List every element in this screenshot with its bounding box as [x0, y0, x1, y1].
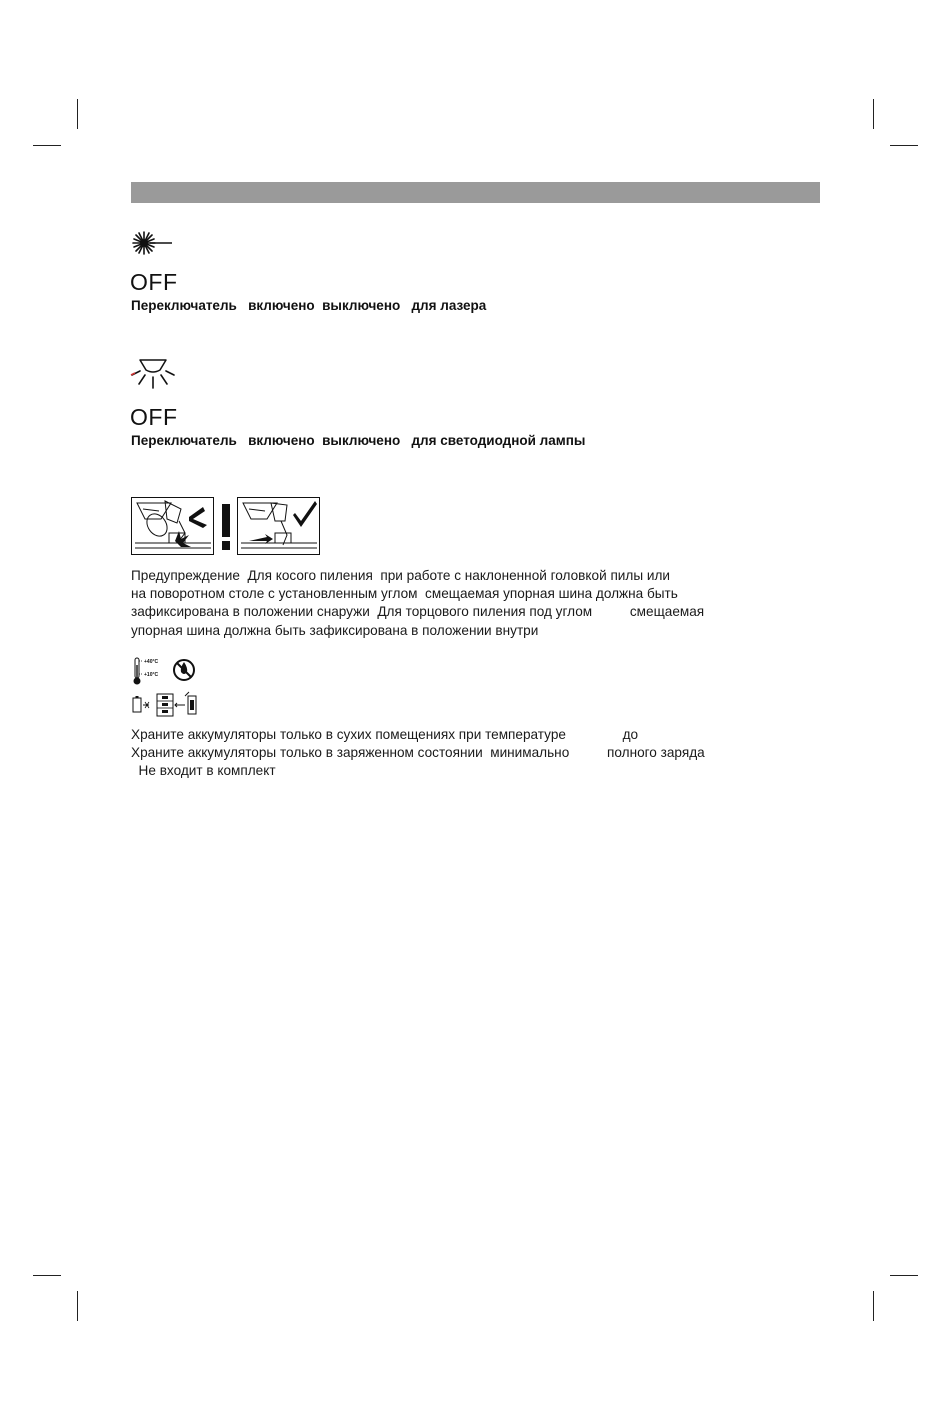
lamp-switch-caption: Переключатель включено выключено для светодиодной лампы [131, 433, 586, 448]
crop-mark-top-right-h [890, 145, 918, 146]
crop-mark-top-left-h [33, 145, 61, 146]
lamp-off-label: OFF [130, 404, 178, 430]
bevel-warning-text [131, 567, 704, 640]
laser-icon [130, 230, 174, 256]
crop-mark-bottom-right-v [873, 1291, 874, 1321]
section-header-bar [131, 182, 820, 203]
crop-mark-top-left-v [77, 99, 78, 129]
battery-line: Храните аккумуляторы только в сухих помещениях при температуре до [131, 727, 639, 742]
laser-off-label: OFF [130, 269, 178, 295]
laser-switch-caption: Переключатель включено выключено для лазера [131, 298, 487, 313]
led-lamp-icon [130, 358, 180, 392]
crop-mark-top-right-v [873, 99, 874, 129]
warning-line: Предупреждение Для косого пиления при работе с наклоненной головкой пилы или [131, 568, 670, 583]
warning-line: зафиксирована в положении снаружи Для торцового пиления под углом смещаемая [131, 604, 705, 620]
battery-line: Не входит в комплект [131, 763, 276, 779]
crop-mark-bottom-left-h [33, 1275, 61, 1276]
battery-line: Храните аккумуляторы только в заряженном состоянии минимально полного заряда [131, 745, 705, 761]
battery-storage-text [131, 726, 705, 781]
temp-high-label: +40°C [144, 659, 159, 665]
warning-line: упорная шина должна быть зафиксирована в положении внутри [131, 622, 539, 638]
crop-mark-bottom-right-h [890, 1275, 918, 1276]
crop-mark-bottom-left-v [77, 1291, 78, 1321]
temp-low-label: +10°C [144, 672, 159, 678]
battery-storage-icon [131, 656, 201, 718]
warning-line: на поворотном столе с установленным углом смещаемая упорная шина должна быть [131, 586, 678, 602]
bevel-cut-warning-icon [131, 497, 321, 555]
